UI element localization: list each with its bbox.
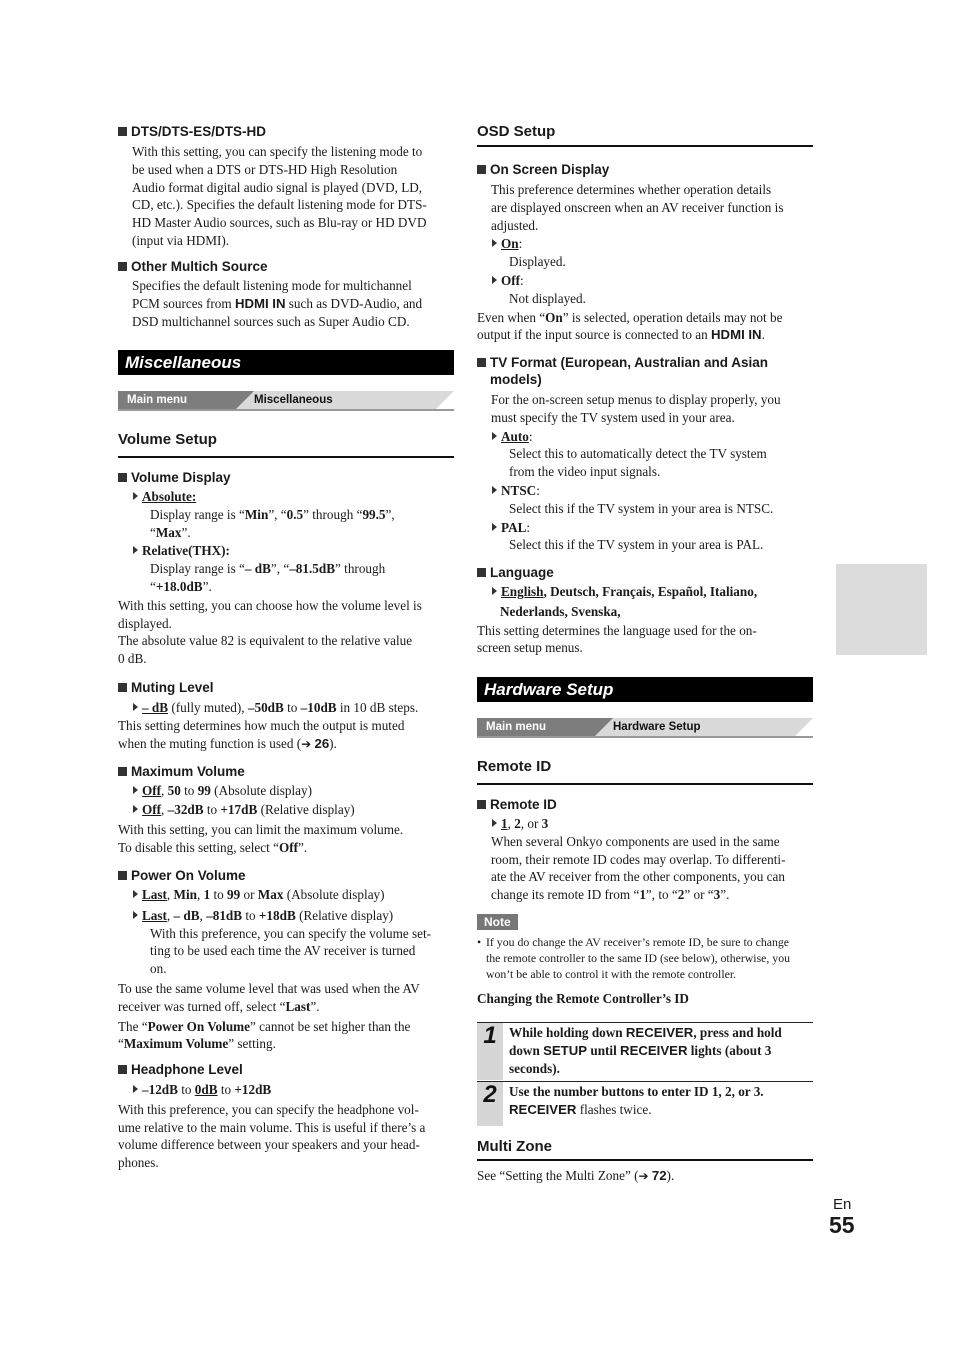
triangle-bullet-icon bbox=[133, 805, 138, 813]
triangle-bullet-icon bbox=[492, 523, 497, 531]
volume-display-options: Absolute: Display range is “Min”, “0.5” through “99.5”, “Max”. Relative(THX): Display range is “– dB”, “–81.5dB” through “+18.0dB”. With this setting, you can choose how the volume level is displayed. The absolute value 82 is equivalent to the relative value 0 dB. bbox=[118, 489, 422, 667]
triangle-bullet-icon bbox=[133, 786, 138, 794]
triangle-bullet-icon bbox=[133, 890, 138, 898]
note-label: Note bbox=[477, 913, 518, 931]
square-bullet-icon bbox=[118, 767, 127, 776]
square-bullet-icon bbox=[477, 358, 486, 367]
triangle-bullet-icon bbox=[492, 587, 497, 595]
volume-display-heading: Volume Display bbox=[118, 469, 231, 486]
step-1-number: 1 bbox=[477, 1023, 503, 1080]
step-2 bbox=[477, 1081, 813, 1126]
square-bullet-icon bbox=[477, 568, 486, 577]
power-on-volume-heading: Power On Volume bbox=[118, 867, 246, 884]
other-multich-heading: Other Multich Source bbox=[118, 258, 268, 275]
dts-heading: DTS/DTS-ES/DTS-HD bbox=[118, 123, 266, 140]
headphone-level-text: –12dB to 0dB to +12dB With this preference, you can specify the headphone vol- ume relative to the main volume. This is useful if there’s a volume difference between your speakers and your head- phones. bbox=[118, 1082, 426, 1171]
square-bullet-icon bbox=[118, 473, 127, 482]
osd-setup-title: OSD Setup bbox=[477, 122, 813, 147]
on-screen-display-heading: On Screen Display bbox=[477, 161, 609, 178]
square-bullet-icon bbox=[118, 683, 127, 692]
multi-zone-text: See “Setting the Multi Zone” (➔ 72). bbox=[477, 1168, 675, 1183]
square-bullet-icon bbox=[118, 262, 127, 271]
triangle-bullet-icon bbox=[133, 492, 138, 500]
breadcrumb-current: Hardware Setup bbox=[595, 718, 813, 736]
changing-remote-id-heading: Changing the Remote Controller’s ID bbox=[477, 991, 689, 1006]
muting-level-text: – dB (fully muted), –50dB to –10dB in 10 dB steps. This setting determines how much the output is muted when the muting function is used (➔ 26). bbox=[118, 700, 419, 751]
triangle-bullet-icon bbox=[492, 432, 497, 440]
triangle-bullet-icon bbox=[133, 1085, 138, 1093]
tv-format-text: For the on-screen setup menus to display properly, you must specify the TV system used in your area. Auto: Select this to automatically detect the TV system from the video input signals. NTSC: Select this if the TV system in your area is NTSC. PAL: Select this if the TV system in your area is PAL. bbox=[491, 392, 781, 553]
on-screen-display-text: This preference determines whether operation details are displayed onscreen when an AV receiver function is adjusted. On: Displayed. Off: Not displayed. Even when “On” is selected, operation details may not be output if the input source is connected to an HDMI IN. bbox=[477, 182, 784, 343]
volume-setup-title: Volume Setup bbox=[118, 430, 454, 458]
step-1-text: While holding down RECEIVER, press and hold down SETUP until RECEIVER lights (about 3 seconds). bbox=[509, 1025, 782, 1076]
triangle-bullet-icon bbox=[492, 276, 497, 284]
dts-text: With this setting, you can specify the listening mode to be used when a DTS or DTS-HD High Resolution Audio format digital audio signal is played (DVD, LD, CD, etc.). Specifies the default listening mode for DTS- HD Master Audio sources, such as Blu-ray or HD DVD (input via HDMI). bbox=[132, 144, 427, 248]
triangle-bullet-icon bbox=[133, 911, 138, 919]
power-on-volume-text: Last, Min, 1 to 99 or Max (Absolute display) Last, – dB, –81dB to +18dB (Relative display) With this preference, you can specify the volume set- ting to be used each time the AV receiver is turned on. To use the same volume level that was used when the AV receiver was turned off, select “Last”. The “Power On Volume” cannot be set higher than the “Maximum Volume” setting. bbox=[118, 887, 432, 1052]
triangle-bullet-icon bbox=[133, 546, 138, 554]
hardware-setup-breadcrumb bbox=[477, 718, 813, 736]
remote-id-title: Remote ID bbox=[477, 757, 813, 785]
tv-format-heading: TV Format (European, Australian and Asian models) bbox=[477, 354, 768, 388]
triangle-bullet-icon bbox=[492, 819, 497, 827]
headphone-level-heading: Headphone Level bbox=[118, 1061, 243, 1078]
square-bullet-icon bbox=[118, 1065, 127, 1074]
breadcrumb-current: Miscellaneous bbox=[236, 391, 454, 409]
language-heading: Language bbox=[477, 564, 554, 581]
square-bullet-icon bbox=[118, 871, 127, 880]
breadcrumb-main-menu: Main menu bbox=[477, 718, 595, 736]
triangle-bullet-icon bbox=[492, 239, 497, 247]
page-language: En bbox=[833, 1196, 852, 1213]
arrow-right-icon: ➔ bbox=[301, 736, 312, 751]
miscellaneous-breadcrumb bbox=[118, 391, 454, 409]
maximum-volume-heading: Maximum Volume bbox=[118, 763, 245, 780]
page-number: 55 bbox=[829, 1212, 855, 1238]
hardware-setup-banner: Hardware Setup bbox=[477, 677, 813, 702]
side-tab bbox=[836, 564, 927, 655]
step-2-number: 2 bbox=[477, 1082, 503, 1126]
breadcrumb-main-menu: Main menu bbox=[118, 391, 236, 409]
remote-id-heading: Remote ID bbox=[477, 796, 557, 813]
triangle-bullet-icon bbox=[492, 486, 497, 494]
arrow-right-icon: ➔ bbox=[638, 1169, 649, 1183]
muting-level-heading: Muting Level bbox=[118, 679, 214, 696]
maximum-volume-text: Off, 50 to 99 (Absolute display) Off, –32dB to +17dB (Relative display) With this setting, you can limit the maximum volume. To disable this setting, select “Off”. bbox=[118, 783, 404, 856]
step-1 bbox=[477, 1022, 813, 1080]
language-text: English, Deutsch, Français, Español, Italiano, Nederlands, Svenska, This setting determines the language used for the on- screen setup menus. bbox=[477, 584, 758, 656]
other-multich-text: Specifies the default listening mode for multichannel PCM sources from HDMI IN such as DVD-Audio, and DSD multichannel sources such as Super Audio CD. bbox=[132, 278, 423, 329]
miscellaneous-banner: Miscellaneous bbox=[118, 350, 454, 375]
square-bullet-icon bbox=[118, 127, 127, 136]
square-bullet-icon bbox=[477, 165, 486, 174]
multi-zone-title: Multi Zone bbox=[477, 1137, 813, 1161]
note-text: • If you do change the AV receiver’s remote ID, be sure to change the remote controller to the same ID (see below), otherwise, you won’t be able to control it with the remote controller. bbox=[477, 935, 790, 981]
square-bullet-icon bbox=[477, 800, 486, 809]
triangle-bullet-icon bbox=[133, 703, 138, 711]
remote-id-text: 1, 2, or 3 When several Onkyo components are used in the same room, their remote ID codes may overlap. To differenti- ate the AV receiver from the other components, you can change its remote ID from “1”, to “2” or “3”. bbox=[491, 816, 786, 903]
step-2-text: Use the number buttons to enter ID 1, 2, or 3. RECEIVER flashes twice. bbox=[509, 1084, 764, 1117]
